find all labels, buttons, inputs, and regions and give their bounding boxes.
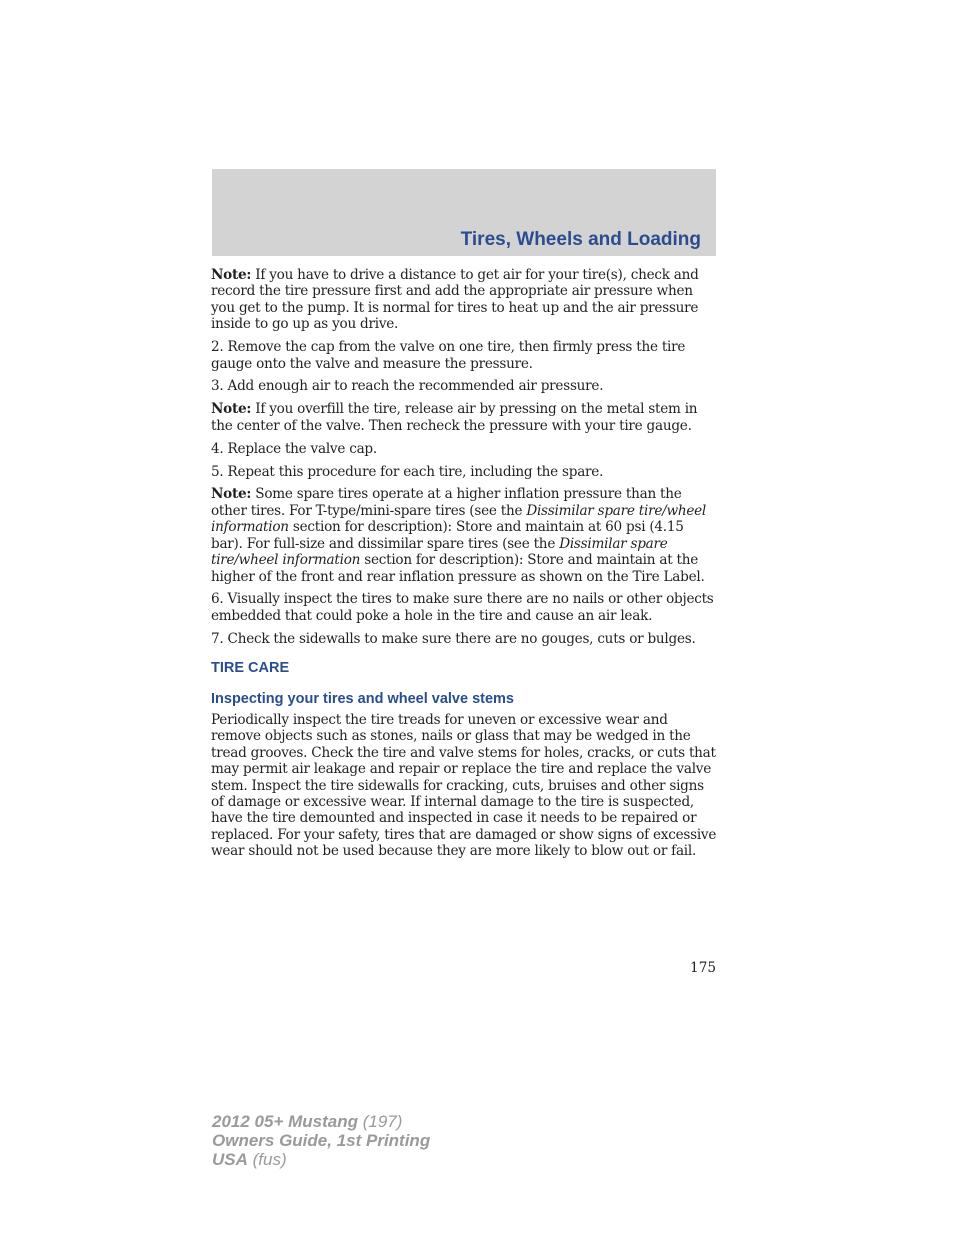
footer-line-2	[212, 1131, 430, 1150]
footer-market-code: (fus)	[247, 1150, 287, 1169]
footer-model: 2012 05+ Mustang	[212, 1112, 358, 1131]
step-2: 2. Remove the cap from the valve on one tire, then firmly press the tire gauge onto the valve and measure the pressure.	[211, 339, 686, 372]
step-6: 6. Visually inspect the tires to make sure there are no nails or other objects embedded that could poke a hole in the tire and cause an air leak.	[211, 591, 714, 624]
sub-heading: Inspecting your tires and wheel valve stems	[211, 690, 514, 707]
footer-model-code: (197)	[358, 1112, 403, 1131]
note-text: If you overfill the tire, release air by pressing on the metal stem in the center of the valve. Then recheck the pressure with your tire gauge.	[211, 401, 698, 434]
note-paragraph	[211, 267, 717, 333]
page-content	[211, 267, 717, 866]
note-paragraph	[211, 486, 717, 584]
body-paragraph: Periodically inspect the tire treads for uneven or excessive wear and remove objects such as stones, nails or glass that may be wedged in the tread grooves. Check the tire and valve stems for holes, cracks, or cuts that may permit air leakage and repair or replace the tire and replace the valve stem. Inspect the tire sidewalls for cracking, cuts, bruises and other signs of damage or excessive wear. If internal damage to the tire is suspected, have the tire demounted and inspected in case it needs to be repaired or replaced. For your safety, tires that are damaged or show signs of excessive wear should not be used because they are more likely to blow out or fail.	[211, 711, 717, 860]
step-4: 4. Replace the valve cap.	[211, 440, 377, 457]
note-text: section for description): Store and maintain at 60 psi (4.15 bar). For full-size and dissimilar spare tires (see the	[211, 519, 684, 552]
step-7: 7. Check the sidewalls to make sure there are no gouges, cuts or bulges.	[211, 630, 696, 647]
footer-edition: Owners Guide, 1st Printing	[212, 1131, 431, 1150]
note-text: section for description): Store and maintain at the higher of the front and rear inflation pressure as shown on the Tire Label.	[211, 552, 705, 585]
note-label: Note:	[211, 486, 252, 503]
note-text: Some spare tires operate at a higher inflation pressure than the other tires. For T-type/mini-spare tires (see the	[211, 486, 682, 519]
note-paragraph	[211, 401, 717, 434]
step-5: 5. Repeat this procedure for each tire, including the spare.	[211, 463, 604, 480]
footer-market: USA	[212, 1150, 248, 1169]
step-3: 3. Add enough air to reach the recommended air pressure.	[211, 378, 604, 395]
section-header-band	[212, 169, 716, 256]
footer-line-1	[212, 1112, 430, 1131]
cross-reference: Dissimilar spare tire/wheel information	[211, 502, 707, 536]
note-label: Note:	[211, 267, 252, 283]
section-title: Tires, Wheels and Loading	[460, 229, 701, 250]
note-label: Note:	[211, 401, 252, 418]
footer-line-3	[212, 1150, 430, 1169]
note-text: If you have to drive a distance to get air for your tire(s), check and record the tire pressure first and add the appropriate air pressure when you get to the pump. It is normal for tires to heat up and the air pressure inside to go up as you drive.	[211, 267, 699, 333]
section-heading: TIRE CARE	[211, 660, 290, 677]
page-number: 175	[690, 960, 716, 976]
cross-reference: Dissimilar spare tire/wheel information	[211, 535, 668, 569]
document-footer	[212, 1112, 430, 1169]
